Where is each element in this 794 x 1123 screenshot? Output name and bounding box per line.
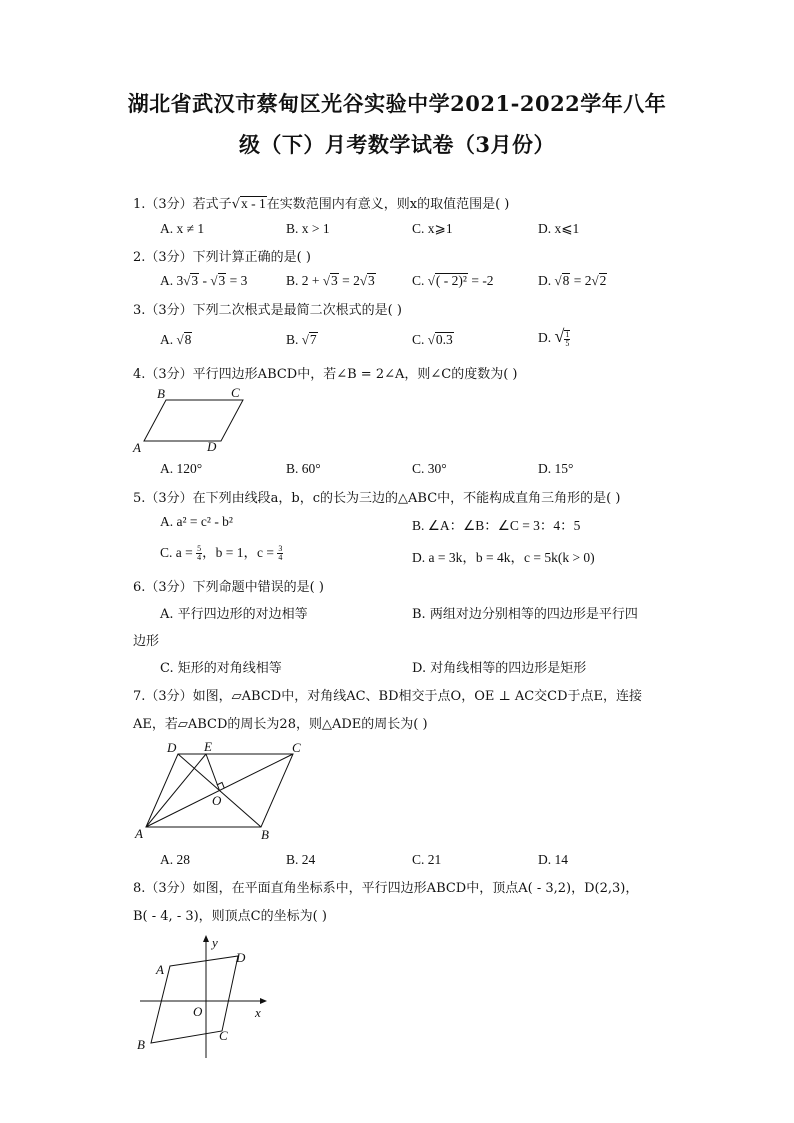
label-b: B — [137, 1037, 145, 1052]
q6-option-d[interactable]: D. 对角线相等的四边形是矩形 — [412, 661, 587, 676]
label-b: B — [157, 386, 165, 401]
q7-option-b[interactable]: B. 24 — [286, 852, 316, 867]
q1-option-d[interactable]: D. x⩽1 — [538, 221, 580, 236]
label-d: D — [236, 950, 246, 965]
y-axis-arrow — [203, 935, 209, 942]
q7-option-c[interactable]: C. 21 — [412, 852, 442, 867]
question-1-suffix: 在实数范围内有意义，则x的取值范围是( ) — [266, 197, 510, 212]
q6-option-b-wrap: 边形 — [133, 634, 160, 649]
x-axis-arrow — [260, 998, 267, 1004]
label-a: A — [135, 826, 143, 841]
q5-option-b[interactable]: B. ∠A：∠B：∠C = 3：4：5 — [412, 518, 581, 533]
q3-option-d[interactable]: D. √ $\frac{1}{5}$ — [538, 326, 570, 348]
question-5: 5.（3分）在下列由线段a，b，c的长为三边的△ABC中，不能构成直角三角形的是( ) — [133, 491, 621, 506]
q4-option-c[interactable]: C. 30° — [412, 461, 447, 476]
q3-option-b[interactable]: B. √7 — [286, 332, 317, 347]
question-7-line2: AE，若▱ABCD的周长为28，则△ADE的周长为( ) — [133, 717, 428, 732]
q6-option-b[interactable]: B. 两组对边分别相等的四边形是平行四 — [412, 607, 638, 622]
q4-option-b[interactable]: B. 60° — [286, 461, 321, 476]
question-1-prefix: 1.（3分）若式子 — [133, 197, 232, 212]
q4-parallelogram-figure — [130, 384, 260, 454]
label-y: y — [212, 935, 218, 950]
q4-option-a[interactable]: A. 120° — [160, 461, 203, 476]
label-d: D — [167, 740, 177, 755]
label-d: D — [207, 439, 217, 454]
label-c: C — [231, 385, 240, 400]
q1-option-b[interactable]: B. x > 1 — [286, 221, 330, 236]
q2-option-d[interactable]: D. √8 = 2√2 — [538, 273, 607, 288]
label-a: A — [156, 962, 164, 977]
label-c: C — [292, 740, 301, 755]
q5-option-a[interactable]: A. a² = c² - b² — [160, 514, 233, 529]
exam-title-line2: 级（下）月考数学试卷（3月份） — [238, 132, 556, 157]
question-4: 4.（3分）平行四边形ABCD中，若∠B = 2∠A，则∠C的度数为( ) — [133, 367, 518, 382]
q7-parallelogram-figure — [130, 737, 310, 847]
q5-option-d[interactable]: D. a = 3k，b = 4k，c = 5k(k > 0) — [412, 550, 595, 565]
q8-coordinate-figure — [130, 932, 280, 1062]
q6-option-c[interactable]: C. 矩形的对角线相等 — [160, 661, 282, 676]
label-o: O — [193, 1004, 203, 1019]
q3-option-c[interactable]: C. √0.3 — [412, 332, 453, 347]
question-8-line1: 8.（3分）如图，在平面直角坐标系中，平行四边形ABCD中，顶点A( - 3,2)，D(2,3)， — [133, 881, 639, 896]
question-1-radicand: x - 1 — [240, 196, 266, 211]
q5-option-c[interactable]: C. a = $\frac{5}{4}$ ，b = 1，c = $\frac{3}{4}$ — [160, 544, 283, 563]
segment-ae — [146, 754, 206, 827]
q1-option-c[interactable]: C. x⩾1 — [412, 221, 453, 236]
parallelogram-abcd — [144, 400, 243, 441]
label-a: A — [133, 440, 141, 455]
q1-option-a[interactable]: A. x ≠ 1 — [160, 221, 205, 236]
q2-option-c[interactable]: C. √( - 2)² = -2 — [412, 273, 494, 288]
question-7-line1: 7.（3分）如图，▱ABCD中，对角线AC、BD相交于点O，OE ⊥ AC交CD于点E，连接 — [133, 689, 643, 704]
question-1: 1.（3分）若式子√x - 1在实数范围内有意义，则x的取值范围是( ) — [133, 196, 510, 212]
question-6: 6.（3分）下列命题中错误的是( ) — [133, 580, 324, 595]
label-c: C — [219, 1028, 228, 1043]
q2-option-b[interactable]: B. 2 + √3 = 2√3 — [286, 273, 375, 288]
question-2: 2.（3分）下列计算正确的是( ) — [133, 250, 311, 265]
q3-option-a[interactable]: A. √8 — [160, 332, 192, 347]
label-e: E — [204, 739, 212, 754]
question-3: 3.（3分）下列二次根式是最简二次根式的是( ) — [133, 303, 402, 318]
q4-option-d[interactable]: D. 15° — [538, 461, 574, 476]
question-8-line2: B( - 4, - 3)，则顶点C的坐标为( ) — [133, 909, 327, 924]
q6-option-a[interactable]: A. 平行四边形的对边相等 — [160, 607, 308, 622]
label-x: x — [255, 1005, 261, 1020]
q2-option-a[interactable]: A. 3√3 - √3 = 3 — [160, 273, 248, 288]
q7-option-a[interactable]: A. 28 — [160, 852, 190, 867]
label-b: B — [261, 827, 269, 842]
q7-option-d[interactable]: D. 14 — [538, 852, 568, 867]
label-o: O — [212, 793, 222, 808]
exam-title-line1: 湖北省武汉市蔡甸区光谷实验中学2021-2022学年八年 — [127, 91, 667, 116]
